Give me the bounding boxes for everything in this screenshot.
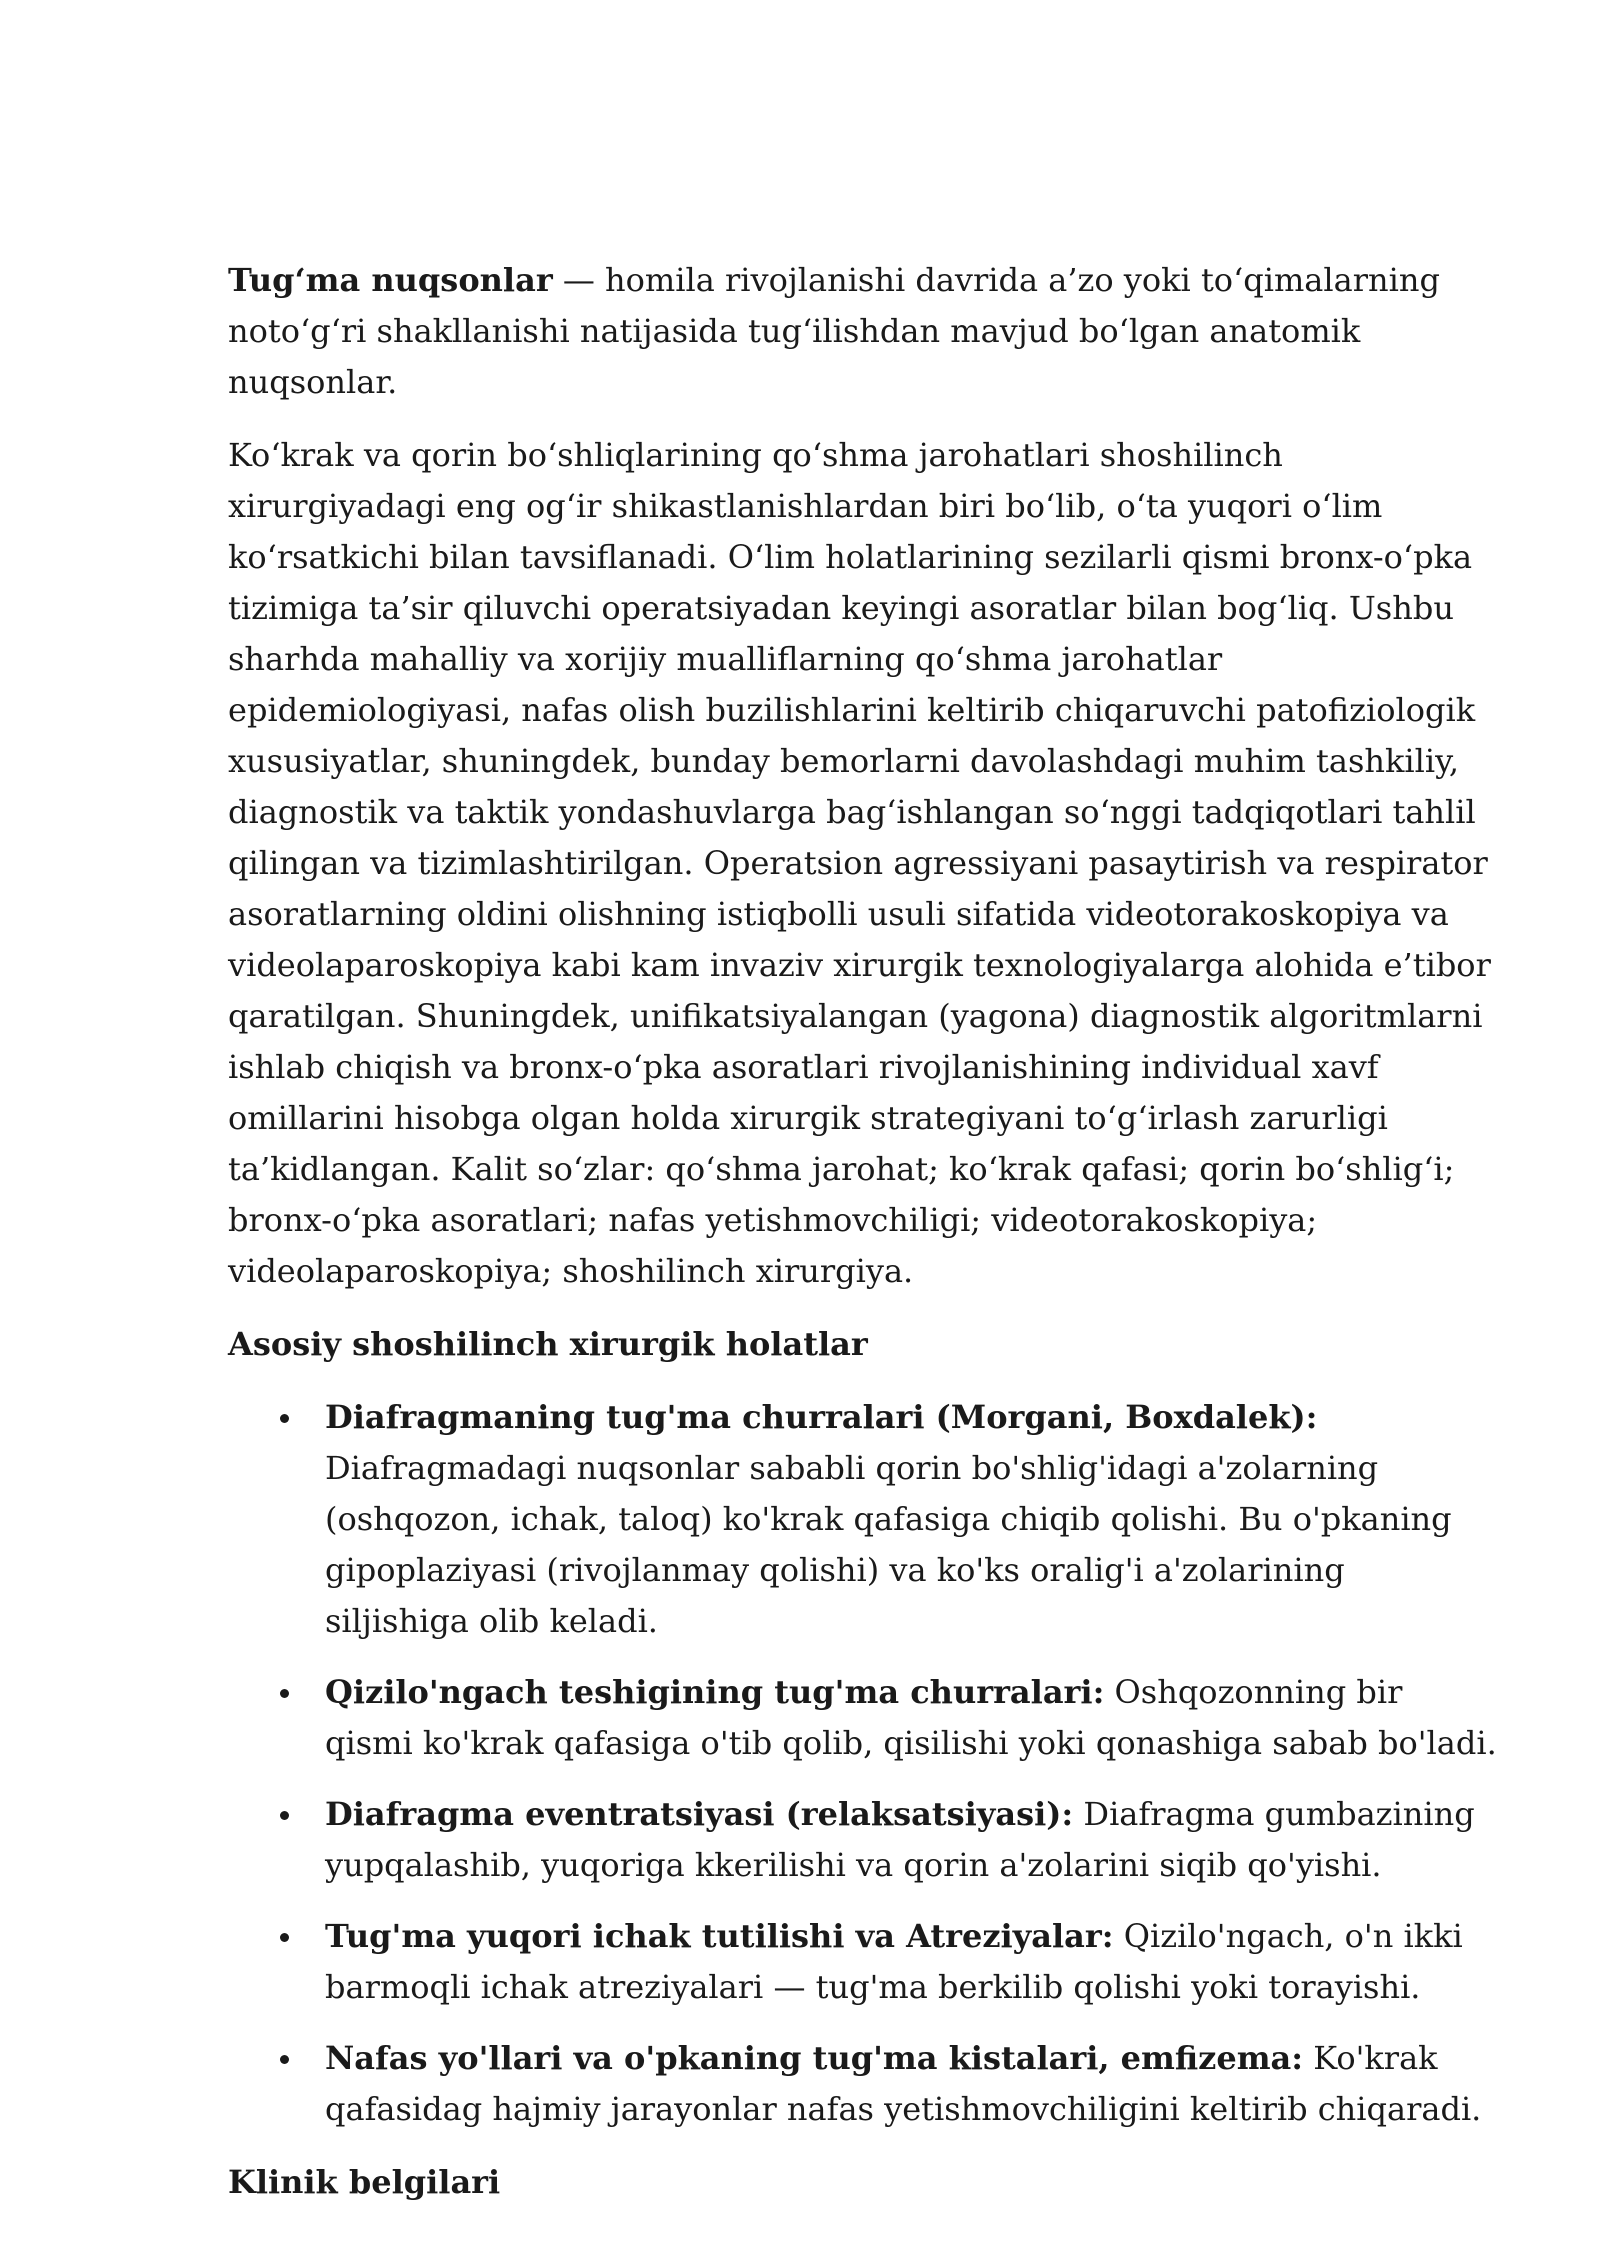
list-item-title: Qizilo'ngach teshigining tug'ma churralari: bbox=[325, 1673, 1105, 1711]
list-item bbox=[325, 1789, 1498, 1891]
intro-definition: — homila rivojlanishi davrida a’zo yoki to‘qimalarning noto‘g‘ri shakllanishi natijasida tug‘ilishdan mavjud bo‘lgan anatomik nuqsonlar. bbox=[228, 261, 1440, 401]
surgical-conditions-list bbox=[228, 1392, 1498, 2135]
intro-paragraph bbox=[228, 255, 1498, 408]
list-item bbox=[325, 1392, 1498, 1647]
list-item-title: Diafragma eventratsiyasi (relaksatsiyasi): bbox=[325, 1795, 1074, 1833]
list-item bbox=[325, 1667, 1498, 1769]
list-item-text: Ko'krak qafasidag hajmiy jarayonlar nafas yetishmovchiligini keltirib chiqaradi. bbox=[325, 2039, 1482, 2128]
list-item-text: Diafragmadagi nuqsonlar sababli qorin bo'shlig'idagi a'zolarning (oshqozon, ichak, taloq) ko'krak qafasiga chiqib qolishi. Bu o'pkaning gipoplaziyasi (rivojlanmay qolishi) va ko'ks oralig'i a'zolarining siljishiga olib keladi. bbox=[325, 1449, 1452, 1640]
list-item-title: Tug'ma yuqori ichak tutilishi va Atreziyalar: bbox=[325, 1917, 1114, 1955]
section-heading-surgical-conditions: Asosiy shoshilinch xirurgik holatlar bbox=[228, 1325, 868, 1363]
document-page bbox=[228, 255, 1498, 2230]
section-heading-clinical-signs: Klinik belgilari bbox=[228, 2163, 501, 2201]
intro-term: Tug‘ma nuqsonlar bbox=[228, 261, 553, 299]
list-item bbox=[325, 2033, 1498, 2135]
list-item bbox=[325, 1911, 1498, 2013]
list-item-title: Diafragmaning tug'ma churralari (Morgani, Boxdalek): bbox=[325, 1398, 1318, 1436]
list-item-text: Diafragma gumbazining yupqalashib, yuqoriga kkerilishi va qorin a'zolarini siqib qo'yishi. bbox=[325, 1795, 1475, 1884]
list-item-title: Nafas yo'llari va o'pkaning tug'ma kistalari, emfizema: bbox=[325, 2039, 1304, 2077]
abstract-paragraph: Ko‘krak va qorin bo‘shliqlarining qo‘shma jarohatlari shoshilinch xirurgiyadagi eng og‘ir shikastlanishlardan biri bo‘lib, o‘ta yuqori o‘lim ko‘rsatkichi bilan tavsiflanadi. O‘lim holatlarining sezilarli qismi bronx-o‘pka tizimiga ta’sir qiluvchi operatsiyadan keyingi asoratlar bilan bog‘liq. Ushbu sharhda mahalliy va xorijiy mualliflarning qo‘shma jarohatlar epidemiologiyasi, nafas olish buzilishlarini keltirib chiqaruvchi patofiziologik xususiyatlar, shuningdek, bunday bemorlarni davolashdagi muhim tashkiliy, diagnostik va taktik yondashuvlarga bag‘ishlangan so‘nggi tadqiqotlari tahlil qilingan va tizimlashtirilgan. Operatsion agressiyani pasaytirish va respirator asoratlarning oldini olishning istiqbolli usuli sifatida videotorakoskopiya va videolaparoskopiya kabi kam invaziv xirurgik texnologiyalarga alohida e’tibor qaratilgan. Shuningdek, unifikatsiyalangan (yagona) diagnostik algoritmlarni ishlab chiqish va bronx-o‘pka asoratlari rivojlanishining individual xavf omillarini hisobga olgan holda xirurgik strategiyani to‘g‘irlash zarurligi ta’kidlangan. Kalit so‘zlar: qo‘shma jarohat; ko‘krak qafasi; qorin bo‘shlig‘i; bronx-o‘pka asoratlari; nafas yetishmovchiligi; videotorakoskopiya; videolaparoskopiya; shoshilinch xirurgiya. bbox=[228, 436, 1491, 1290]
list-item-text: Oshqozonning bir qismi ko'krak qafasiga o'tib qolib, qisilishi yoki qonashiga sabab bo'ladi. bbox=[325, 1673, 1497, 1762]
list-item-text: Qizilo'ngach, o'n ikki barmoqli ichak atreziyalari — tug'ma berkilib qolishi yoki torayishi. bbox=[325, 1917, 1463, 2006]
